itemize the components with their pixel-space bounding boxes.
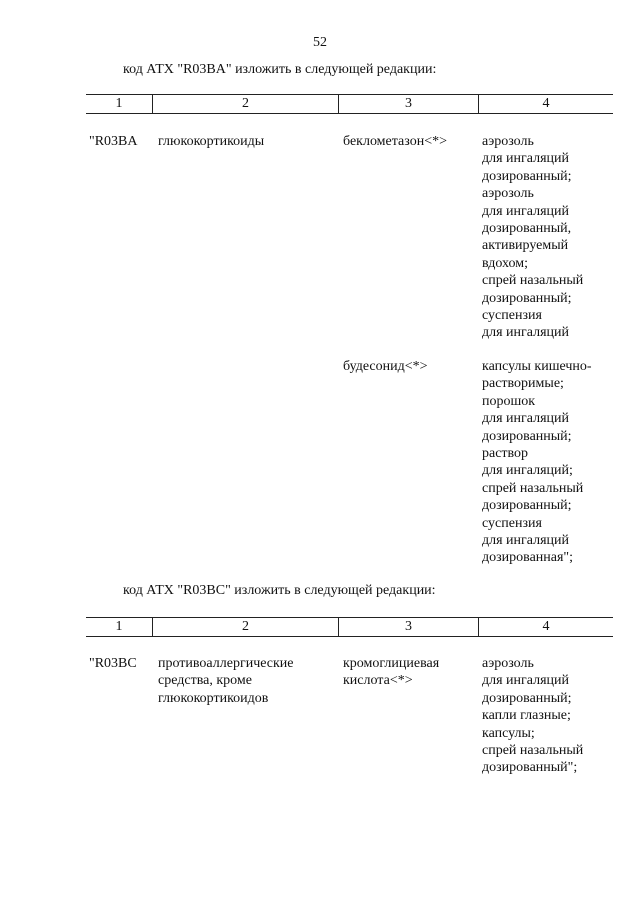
group-name-line: противоаллергические xyxy=(158,656,294,671)
dosage-form-line: раствор xyxy=(482,446,529,462)
header-col-3: 3 xyxy=(405,619,412,634)
dosage-form-line: капсулы; xyxy=(482,725,535,741)
table-header-r03bc xyxy=(86,617,613,637)
dosage-forms-cell xyxy=(482,358,592,567)
dosage-form-line: дозированный; xyxy=(482,290,572,306)
dosage-form-line: спрей назальный xyxy=(482,273,584,289)
dosage-form-line: для ингаляций; xyxy=(482,463,573,479)
dosage-form-line: спрей назальный xyxy=(482,743,584,759)
dosage-form-line: порошок xyxy=(482,393,536,409)
section-intro-r03ba: код АТХ "R03BA" изложить в следующей редакции: xyxy=(123,62,437,77)
group-name-line: глюкокортикоиды xyxy=(158,134,265,149)
dosage-form-line: дозированный; xyxy=(482,168,572,184)
dosage-form-line: аэрозоль xyxy=(482,134,534,149)
group-name-line: глюкокортикоидов xyxy=(158,690,269,706)
dosage-form-line: дозированный; xyxy=(482,498,572,514)
header-col-3: 3 xyxy=(405,96,412,111)
page-number: 52 xyxy=(313,35,327,50)
dosage-form-line: для ингаляций xyxy=(482,151,570,167)
dosage-form-line: капли глазные; xyxy=(482,708,571,724)
drug-name-cell xyxy=(343,358,428,375)
header-col-1: 1 xyxy=(115,96,123,111)
dosage-form-line: капсулы кишечно- xyxy=(482,359,592,374)
dosage-form-line: дозированный"; xyxy=(482,760,578,776)
header-col-2: 2 xyxy=(242,619,249,634)
drug-name-line: будесонид<*> xyxy=(343,359,428,374)
dosage-forms-cell xyxy=(482,133,583,342)
dosage-form-line: аэрозоль xyxy=(482,186,534,202)
dosage-form-line: аэрозоль xyxy=(482,656,534,671)
dosage-form-line: суспензия xyxy=(482,515,542,531)
dosage-form-line: для ингаляций xyxy=(482,411,570,427)
header-col-4: 4 xyxy=(542,619,550,634)
dosage-form-line: суспензия xyxy=(482,308,542,324)
dosage-form-line: активируемый xyxy=(482,238,569,254)
drug-name-cell xyxy=(343,133,447,150)
header-col-1: 1 xyxy=(115,619,123,634)
dosage-form-line: дозированный, xyxy=(482,221,572,237)
dosage-form-line: для ингаляций xyxy=(482,203,570,219)
drug-name-line: кромоглициевая xyxy=(343,656,440,671)
dosage-form-line: растворимые; xyxy=(482,376,564,392)
group-name-cell xyxy=(158,133,264,150)
group-name-cell xyxy=(158,655,294,707)
dosage-form-line: вдохом; xyxy=(482,255,528,271)
dosage-form-line: для ингаляций xyxy=(482,325,570,341)
dosage-form-line: дозированный; xyxy=(482,690,572,706)
table-header-r03ba xyxy=(86,94,613,114)
drug-name-line: кислота<*> xyxy=(343,673,413,689)
atc-code-cell: "R03BA xyxy=(89,134,138,149)
atc-code-cell: "R03BC xyxy=(89,656,137,671)
header-col-4: 4 xyxy=(542,96,550,111)
drug-name-line: беклометазон<*> xyxy=(343,134,447,149)
dosage-form-line: для ингаляций xyxy=(482,673,570,689)
drug-name-cell xyxy=(343,655,439,690)
dosage-form-line: дозированная"; xyxy=(482,550,574,566)
dosage-form-line: спрей назальный xyxy=(482,480,584,496)
group-name-line: средства, кроме xyxy=(158,673,252,689)
dosage-forms-cell xyxy=(482,655,583,777)
dosage-form-line: для ингаляций xyxy=(482,533,570,549)
dosage-form-line: дозированный; xyxy=(482,428,572,444)
header-col-2: 2 xyxy=(242,96,249,111)
section-intro-r03bc: код АТХ "R03BC" изложить в следующей редакции: xyxy=(123,583,436,598)
